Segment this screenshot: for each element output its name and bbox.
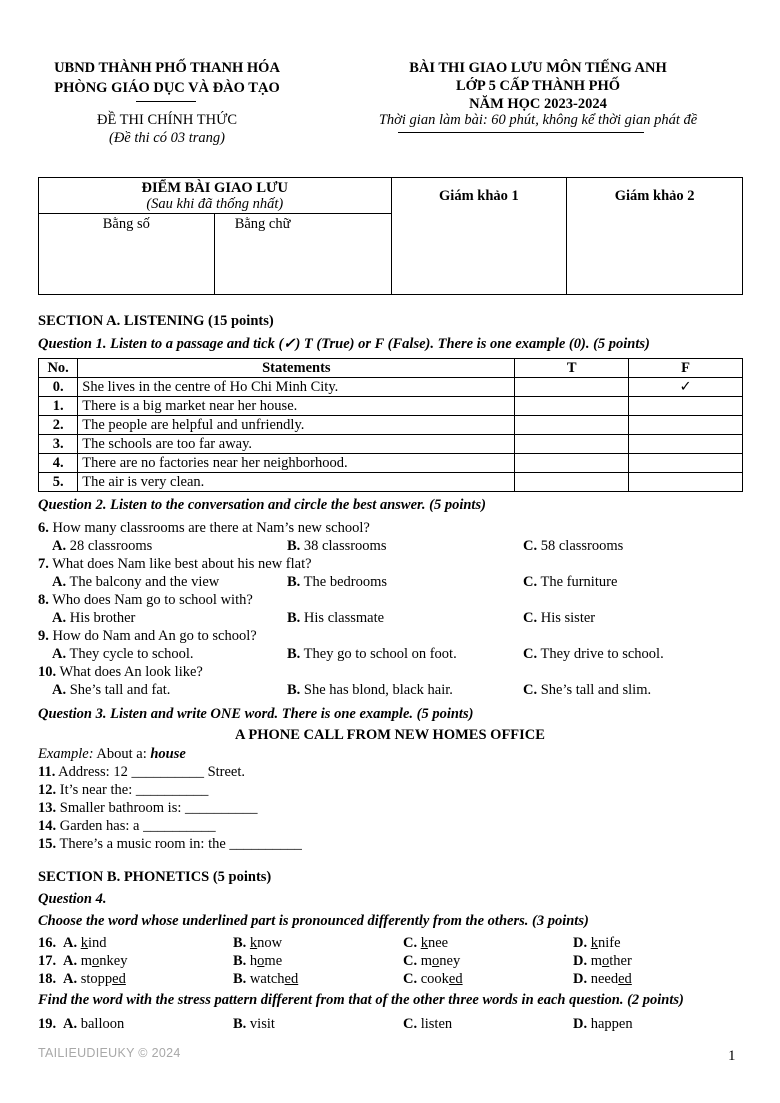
col-statements: Statements [78, 359, 515, 378]
option-text: His classmate [303, 610, 385, 626]
underlined-part: o [257, 953, 265, 969]
col-no: No. [39, 359, 78, 378]
word-suffix: ind [87, 935, 107, 951]
statement-row [39, 397, 743, 416]
q2-options [38, 537, 758, 555]
option-text: She’s tall and slim. [540, 682, 652, 698]
word-prefix: m [420, 953, 433, 969]
question-text: Smaller bathroom is: __________ [56, 800, 258, 816]
statements-table [38, 358, 743, 492]
question-text: There’s a music room in: the __________ [56, 836, 302, 852]
option-letter: D. [573, 935, 588, 951]
word-option[interactable] [233, 934, 282, 952]
statement-number: 4. [39, 454, 78, 473]
true-cell[interactable] [515, 397, 629, 416]
answer-option-c[interactable] [523, 573, 617, 591]
word-suffix: nkey [99, 953, 128, 969]
q4-label: Question 4. [38, 891, 107, 907]
option-letter: C. [523, 538, 538, 554]
answer-option-b[interactable] [287, 645, 457, 663]
question-number: 15. [38, 836, 57, 852]
underlined-part: k [80, 935, 88, 951]
right-divider [398, 132, 644, 133]
word-option[interactable] [403, 952, 460, 970]
q19-word-b: visit [249, 1016, 275, 1032]
false-cell[interactable] [629, 454, 743, 473]
underlined-part: k [590, 935, 598, 951]
option-text: 28 classrooms [69, 538, 153, 554]
word-prefix: m [80, 953, 93, 969]
statement-text: The schools are too far away. [78, 435, 515, 454]
word-suffix: ney [439, 953, 461, 969]
underlined-part: ed [284, 971, 299, 987]
q19-option-d [573, 1015, 633, 1033]
q2-question [38, 591, 758, 609]
underlined-part: ed [618, 971, 632, 987]
underlined-part: k [420, 935, 428, 951]
statement-number: 2. [39, 416, 78, 435]
word-option[interactable] [573, 952, 632, 970]
option-letter: C. [403, 953, 418, 969]
statement-number: 1. [39, 397, 78, 416]
option-letter: C. [523, 682, 538, 698]
left-divider [136, 101, 196, 102]
footer-watermark: TAILIEUDIEUKY © 2024 [38, 1046, 181, 1060]
underlined-part: o [602, 953, 610, 969]
option-letter: C. [523, 610, 538, 626]
examiner2-label: Giám khảo 2 [614, 188, 695, 204]
example-answer: house [150, 746, 186, 762]
word-option[interactable] [233, 970, 298, 988]
exam-time: Thời gian làm bài: 60 phút, không kể thời gian phát đề [378, 112, 698, 128]
q19-letter-a: A. [63, 1016, 78, 1032]
question-number: 10. [38, 664, 57, 680]
true-cell[interactable] [515, 378, 629, 397]
q2-options [38, 573, 758, 591]
question-text: How many classrooms are there at Nam’s new school? [52, 520, 370, 536]
underlined-part: k [249, 935, 258, 951]
statement-text: The air is very clean. [78, 473, 515, 492]
by-number-cell [39, 214, 215, 295]
q19-number: 19. [38, 1016, 57, 1032]
q2-question [38, 663, 758, 681]
page-number: 1 [728, 1048, 736, 1064]
statement-row [39, 454, 743, 473]
question-number: 12. [38, 782, 57, 798]
question-text: Who does Nam go to school with? [52, 592, 253, 608]
q2-question [38, 627, 758, 645]
false-cell[interactable] [629, 416, 743, 435]
statement-text: She lives in the centre of Ho Chi Minh City. [78, 378, 515, 397]
word-suffix: nife [597, 935, 621, 951]
option-text: The bedrooms [303, 574, 388, 590]
q3-instruction: Question 3. Listen and write ONE word. There is one example. (5 points) [38, 706, 474, 722]
question-text: What does An look like? [59, 664, 203, 680]
phonetics-row [38, 970, 758, 988]
option-letter: B. [233, 971, 247, 987]
underlined-part: ed [448, 971, 463, 987]
authority-name: UBND THÀNH PHỐ THANH HÓA [54, 60, 280, 76]
page-count: (Đề thi có 03 trang) [109, 130, 225, 146]
option-letter: B. [287, 682, 301, 698]
phonetics-row [38, 934, 758, 952]
statement-number: 0. [39, 378, 78, 397]
q19-letter-c: C. [403, 1016, 418, 1032]
exam-year: NĂM HỌC 2023-2024 [469, 96, 607, 112]
question-number: 13. [38, 800, 57, 816]
answer-option-c[interactable] [523, 537, 623, 555]
option-text: His sister [540, 610, 596, 626]
word-option[interactable] [573, 970, 632, 988]
example-text: About a: [93, 746, 151, 762]
statement-row [39, 416, 743, 435]
q3-item[interactable] [38, 817, 758, 835]
option-text: The furniture [540, 574, 618, 590]
true-cell[interactable] [515, 416, 629, 435]
by-words-cell [214, 214, 391, 295]
option-letter: C. [523, 646, 538, 662]
answer-option-c[interactable] [523, 645, 664, 663]
statement-text: There is a big market near her house. [78, 397, 515, 416]
q4-instruction-1: Choose the word whose underlined part is pronounced differently from the others. (3 points) [38, 913, 589, 929]
word-prefix: h [249, 953, 258, 969]
answer-option-a[interactable] [52, 573, 219, 591]
word-suffix: nee [427, 935, 449, 951]
option-letter: A. [63, 971, 78, 987]
answer-option-a[interactable] [52, 681, 170, 699]
option-letter: B. [287, 538, 301, 554]
option-letter: B. [287, 574, 301, 590]
q19-word-a: balloon [80, 1016, 125, 1032]
q19-row [38, 1015, 758, 1033]
option-text: They drive to school. [540, 646, 664, 662]
option-letter: B. [233, 953, 247, 969]
question-text: What does Nam like best about his new flat? [52, 556, 312, 572]
true-cell[interactable] [515, 473, 629, 492]
score-subtitle: (Sau khi đã thống nhất) [146, 196, 284, 212]
by-number-label: Bằng số [102, 216, 150, 232]
q19-option-b [233, 1015, 275, 1033]
col-true: T [515, 359, 629, 378]
statement-row [39, 378, 743, 397]
q3-item[interactable] [38, 781, 758, 799]
false-cell[interactable] [629, 435, 743, 454]
q19-word-c: listen [420, 1016, 453, 1032]
statement-number: 3. [39, 435, 78, 454]
by-words-label: Bằng chữ [234, 216, 291, 232]
statement-text: There are no factories near her neighborhood. [78, 454, 515, 473]
option-letter: A. [52, 682, 67, 698]
option-letter: B. [233, 935, 247, 951]
underlined-part: ed [112, 971, 126, 987]
q3-item[interactable] [38, 835, 758, 853]
q19-letter-d: D. [573, 1016, 588, 1032]
answer-option-a[interactable] [52, 645, 194, 663]
answer-option-c[interactable] [523, 681, 651, 699]
option-text: The balcony and the view [69, 574, 220, 590]
word-option[interactable] [233, 952, 282, 970]
q2-options [38, 645, 758, 663]
exam-title: BÀI THI GIAO LƯU MÔN TIẾNG ANH [409, 60, 667, 76]
word-option[interactable] [403, 970, 463, 988]
question-number: 9. [38, 628, 49, 644]
examiner1-cell [391, 178, 567, 295]
q19-word-d: happen [590, 1016, 633, 1032]
official-label: ĐỀ THI CHÍNH THỨC [96, 112, 237, 128]
exam-grade: LỚP 5 CẤP THÀNH PHỐ [455, 78, 621, 94]
phonetics-row [38, 952, 758, 970]
answer-option-a[interactable] [52, 609, 135, 627]
score-title: ĐIỂM BÀI GIAO LƯU [141, 180, 289, 196]
option-letter: A. [63, 935, 78, 951]
word-option[interactable] [573, 934, 621, 952]
header-right [318, 58, 758, 113]
option-text: They cycle to school. [69, 646, 194, 662]
option-letter: A. [63, 953, 78, 969]
question-number: 18. [38, 971, 57, 987]
question-text: How do Nam and An go to school? [52, 628, 257, 644]
question-number: 14. [38, 818, 57, 834]
option-letter: A. [52, 574, 67, 590]
word-prefix: m [590, 953, 603, 969]
q2-instruction: Question 2. Listen to the conversation and circle the best answer. (5 points) [38, 497, 486, 513]
word-prefix: watch [249, 971, 285, 987]
option-text: 58 classrooms [540, 538, 624, 554]
word-suffix: ther [609, 953, 632, 969]
word-suffix: me [264, 953, 283, 969]
option-letter: D. [573, 971, 588, 987]
q2-question [38, 555, 758, 573]
answer-option-b[interactable] [287, 681, 453, 699]
question-number: 17. [38, 953, 57, 969]
true-cell[interactable] [515, 454, 629, 473]
answer-option-b[interactable] [287, 537, 386, 555]
option-letter: A. [52, 538, 67, 554]
question-number: 7. [38, 556, 49, 572]
word-suffix: now [257, 935, 283, 951]
statement-number: 5. [39, 473, 78, 492]
header-left [28, 58, 306, 98]
department-name: PHÒNG GIÁO DỤC VÀ ĐÀO TẠO [54, 80, 280, 96]
q19-option-c [403, 1015, 452, 1033]
option-letter: C. [523, 574, 538, 590]
q3-item[interactable] [38, 763, 758, 781]
q19-option-a [63, 1015, 124, 1033]
option-letter: A. [52, 646, 67, 662]
question-text: Garden has: a __________ [56, 818, 216, 834]
option-letter: A. [52, 610, 67, 626]
answer-option-c[interactable] [523, 609, 595, 627]
word-prefix: stopp [80, 971, 113, 987]
section-a-title: SECTION A. LISTENING (15 points) [38, 313, 274, 329]
question-number: 8. [38, 592, 49, 608]
option-letter: C. [403, 971, 418, 987]
statement-row [39, 435, 743, 454]
q3-heading: A PHONE CALL FROM NEW HOMES OFFICE [235, 727, 545, 743]
word-option[interactable] [403, 934, 448, 952]
q4-instruction-2: Find the word with the stress pattern different from that of the other three words in each question. (2 points) [38, 992, 684, 1008]
option-letter: B. [287, 646, 301, 662]
option-letter: B. [287, 610, 301, 626]
score-header-cell [39, 178, 392, 214]
underlined-part: o [432, 953, 440, 969]
false-cell[interactable]: ✓ [629, 378, 743, 397]
examiner1-label: Giám khảo 1 [439, 188, 519, 204]
examiner2-cell [567, 178, 743, 295]
q2-options [38, 681, 758, 699]
word-option[interactable] [63, 952, 127, 970]
question-number: 11. [38, 764, 56, 780]
underlined-part: o [92, 953, 100, 969]
option-letter: C. [403, 935, 418, 951]
true-cell[interactable] [515, 435, 629, 454]
q3-item[interactable] [38, 799, 758, 817]
word-option[interactable] [63, 970, 126, 988]
statement-text: The people are helpful and unfriendly. [78, 416, 515, 435]
q3-example [38, 745, 758, 763]
option-text: His brother [69, 610, 136, 626]
option-text: 38 classrooms [303, 538, 387, 554]
example-label: Example: [38, 746, 94, 762]
word-prefix: cook [420, 971, 449, 987]
q2-options [38, 609, 758, 627]
col-false: F [629, 359, 743, 378]
option-text: She’s tall and fat. [69, 682, 171, 698]
question-text: It’s near the: __________ [56, 782, 209, 798]
option-letter: D. [573, 953, 588, 969]
word-prefix: need [590, 971, 619, 987]
section-b-title: SECTION B. PHONETICS (5 points) [38, 869, 272, 885]
false-cell[interactable] [629, 397, 743, 416]
answer-option-b[interactable] [287, 573, 387, 591]
question-text: Address: 12 __________ Street. [55, 764, 246, 780]
false-cell[interactable] [629, 473, 743, 492]
answer-option-a[interactable] [52, 537, 152, 555]
score-table [38, 177, 743, 295]
answer-option-b[interactable] [287, 609, 384, 627]
q2-question [38, 519, 758, 537]
option-text: She has blond, black hair. [303, 682, 453, 698]
q1-instruction: Question 1. Listen to a passage and tick (✓) T (True) or F (False). There is one example (0). (5 points) [38, 336, 650, 352]
option-text: They go to school on foot. [303, 646, 457, 662]
question-number: 16. [38, 935, 57, 951]
statement-row [39, 473, 743, 492]
question-number: 6. [38, 520, 49, 536]
q19-letter-b: B. [233, 1016, 247, 1032]
word-option[interactable] [63, 934, 107, 952]
